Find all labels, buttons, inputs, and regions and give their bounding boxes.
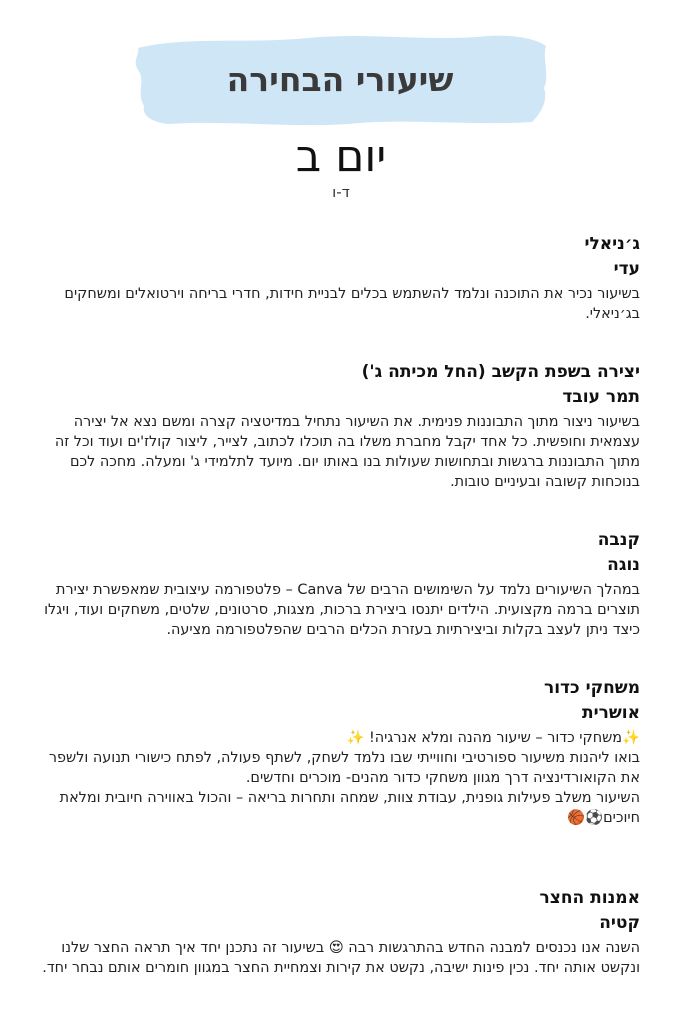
description-paragraph: השיעור משלב פעילות גופנית, עבודת צוות, שמחה ותחרות בריאה – והכול באווירה חיובית ומלאת חיוכים⚽🏀 [59, 790, 640, 826]
course-section [42, 676, 640, 828]
course-teacher: קטיה [599, 913, 640, 933]
grades-label: ד-ו [332, 183, 350, 201]
course-title: משחקי כדור [543, 678, 640, 698]
course-section [42, 232, 640, 324]
course-section [42, 528, 640, 640]
page-title: שיעורי הבחירה [226, 59, 454, 99]
course-teacher: נוגה [607, 555, 640, 575]
course-description [42, 728, 640, 828]
title-banner [128, 30, 552, 128]
day-heading: יום ב [295, 131, 387, 182]
course-description [42, 580, 640, 640]
course-title: ג׳ניאלי [584, 234, 640, 254]
course-title: קנבה [597, 530, 640, 550]
course-title: אמנות החצר [539, 888, 640, 908]
course-description [42, 284, 640, 324]
course-teacher: תמר עובד [562, 387, 640, 407]
course-section [42, 886, 640, 978]
description-paragraph: בשיעור ניצור מתוך התבוננות פנימית. את השיעור נתחיל במדיטציה קצרה ומשם נצא אל יצירה עצמאית וחופשית. כל אחד יקבל מחברת משלו בה תוכלו לכתוב, לצייר, ליצור קולז'ים ועוד וכל זה מתוך התבוננות ברגשות ובתחושות שעולות בנו באותו יום. מיועד לתלמידי ג' ומעלה. מחכה לכם בנוכחות קשובה ובעיניים טובות. [54, 414, 640, 490]
description-paragraph: השנה אנו נכנסים למבנה החדש בהתרגשות רבה 😍 בשיעור זה נתכנן יחד איך תראה החצר שלנו ונקשט אותה יחד. נכין פינות ישיבה, נקשט את קירות וצמחיית החצר במגוון חומרים אותם נבחר יחד. [42, 940, 640, 976]
description-paragraph: במהלך השיעורים נלמד על השימושים הרבים של Canva – פלטפורמה עיצובית שמאפשרת יצירת תוצרים ברמה מקצועית. הילדים יתנסו ביצירת ברכות, מצגות, סרטונים, שלטים, משחקים ועוד, ויגלו כיצד ניתן לעצב בקלות וביצירתיות בעזרת הכלים הרבים שהפלטפורמה מציעה. [44, 582, 640, 638]
course-teacher: עדי [613, 259, 640, 279]
course-teacher: אושרית [582, 703, 640, 723]
description-paragraph: ✨משחקי כדור – שיעור מהנה ומלא אנרגיה! ✨ [346, 730, 640, 746]
course-section [42, 360, 640, 492]
course-description [42, 938, 640, 978]
course-list [42, 232, 640, 1014]
course-description [42, 412, 640, 492]
description-paragraph: בשיעור נכיר את התוכנה ונלמד להשתמש בכלים לבניית חידות, חדרי בריחה וירטואלים ומשחקים בג׳ניאלי. [64, 286, 640, 322]
description-paragraph: בואו ליהנות משיעור ספורטיבי וחווייתי שבו נלמד לשחק, לשתף פעולה, לפתח כישורי תנועה ולשפר את הקואורדינציה דרך מגוון משחקי כדור מהנים- מוכרים וחדשים. [48, 750, 640, 786]
course-title: יצירה בשפת הקשב (החל מכיתה ג') [361, 362, 640, 382]
